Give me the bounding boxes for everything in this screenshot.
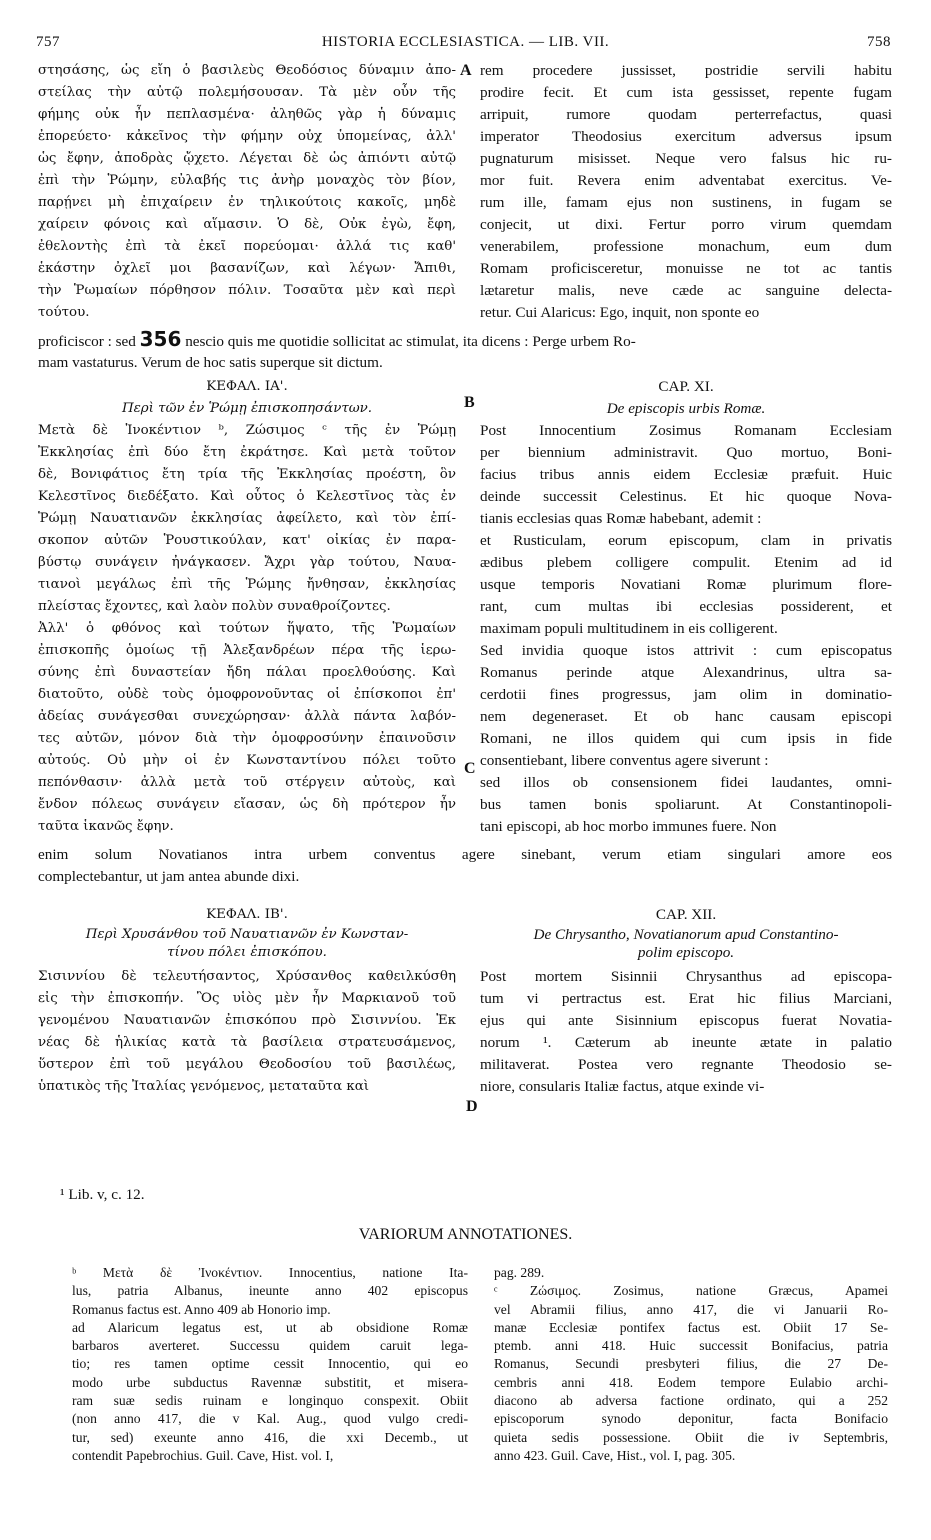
top-latin-column xyxy=(480,60,892,324)
text-line: contendit Papebrochius. Guil. Cave, Hist. vol. I, xyxy=(72,1447,334,1463)
margin-marker-c: C xyxy=(464,760,476,777)
margin-marker-b: B xyxy=(464,394,475,411)
cap11-latin-heading: CAP. XI. xyxy=(658,378,714,395)
text-line: σκοπον αὐτῶν Ῥουστικούλαν, κατ' οἰκίας ἐν παρα- xyxy=(38,533,456,548)
text-line: εἰς τὴν ἐπισκοπήν. Ὃς υἱὸς μὲν ἦν Μαρκιανοῦ τοῦ xyxy=(38,991,456,1006)
annotations-right-column xyxy=(494,1264,888,1465)
cap11-greek-heading: ΚΕΦΑΛ. ΙΑ'. xyxy=(206,379,288,394)
text-line: Post mortem Sisinnii Chrysanthus ad episcopa- xyxy=(480,968,892,985)
text-line: τούτου. xyxy=(38,305,90,320)
text-line: retur. Cui Alaricus: Ego, inquit, non sponte eo xyxy=(480,304,760,321)
text-line: ἐθελοντὴς ἐπὶ τὰ ἐκεῖ πορεύομαι· ἀλλά τις καθ' xyxy=(38,239,456,254)
text-line: βύστῳ συνάγειν ἠνάγκασεν. Ἄχρι γὰρ τούτου, Ναυα- xyxy=(38,555,456,570)
column-number-356: 356 xyxy=(139,327,182,351)
text-line: ram suæ sedis ruinam e longinquo conspexit. Obiit xyxy=(72,1393,468,1409)
text-line: Romani, ne illos quidem qui cum ipsis in fide xyxy=(480,730,892,747)
text-line: Post Innocentium Zosimus Romanam Ecclesiam xyxy=(480,422,892,439)
text-line: Ἐκκλησίας ἐπὶ δύο ἔτη ἐκράτησε. Καὶ μετὰ τοῦτον xyxy=(38,445,456,460)
text-line: ἑκάστην ὀχλεῖ μοι βασανίζων, καὶ λέγων· Ἄπιθι, xyxy=(38,261,456,276)
text-line: ὕστερον ἐπὶ τοῦ μεγάλου Θεοδοσίου τοῦ βασιλέως, xyxy=(38,1057,456,1072)
text-line: tio; res tamen optime cessit Innocentio, qui eo xyxy=(72,1356,468,1372)
text-line: ad Alaricum legatus est, ut ab obsidione Romæ xyxy=(72,1319,468,1335)
text-line: rem procedere jussisset, postridie servili habitu xyxy=(480,62,892,79)
text-line: ᶜ Ζώσιμος. Zosimus, natione Græcus, Apamei xyxy=(494,1283,888,1299)
text-line: ptemb. anni 418. Huic successit Bonifacius, patria xyxy=(494,1338,888,1354)
text-line: ταῦτα ἱκανῶς ἔφην. xyxy=(38,819,174,834)
text-line: et Rusticulam, eorum episcopum, clam in privatis xyxy=(480,532,892,549)
annotations-left-column xyxy=(72,1264,468,1465)
text-line: consentiebant, libere conventus agere siverunt : xyxy=(480,752,769,769)
text-line: στείλας τὴν αὐτῷ πολεμήσουσαν. Τὰ μὲν οὖν τῆς xyxy=(38,85,456,100)
top-fullwidth-line-2: mam vastaturus. Verum de hoc satis superque sit dictum. xyxy=(38,354,383,371)
footnote: ¹ Lib. v, c. 12. xyxy=(60,1186,145,1203)
top-full-text-a: proficiscor : sed xyxy=(38,333,136,350)
text-line: per biennium administravit. Quo mortuo, Boni- xyxy=(480,444,892,461)
text-line: pugnaturum misisset. Neque vero falsus hic ru- xyxy=(480,150,892,167)
cap11-greek-title: Περὶ τῶν ἐν Ῥώμῃ ἐπισκοπησάντων. xyxy=(121,401,373,416)
text-line: facius tribus annis eidem Ecclesiæ præfuit. Huic xyxy=(480,466,892,483)
text-line: στησάσης, ὡς εἴη ὁ βασιλεὺς Θεοδόσιος δύναμιν ἀπο- xyxy=(38,63,456,78)
text-line: tani episcopi, ab hoc morbo immunes fuere. Non xyxy=(480,818,777,835)
text-line: τες αὐτῶν, μόνον διὰ τὴν ὁμοφροσύνην ἐπαινοῦσιν xyxy=(38,731,456,746)
text-line: quieta sedis possessione. Obiit die iv Septembris, xyxy=(494,1429,888,1445)
text-line: ἐπορεύετο· κἀκεῖνος τὴν φήμην οὐχ ὑπομείνας, ἀλλ' xyxy=(38,129,456,144)
text-line: cembris anni 418. Eodem tempore Eulabio archi- xyxy=(494,1374,888,1390)
text-line: Ἀλλ' ὁ φθόνος καὶ τούτων ἥψατο, τῆς Ῥωμαίων xyxy=(38,621,456,636)
text-line: Sed invidia quoque istos attrivit : cum episcopatus xyxy=(480,642,892,659)
cap12-latin-heading: CAP. XII. xyxy=(655,906,717,923)
text-line: maximam populi multitudinem in eis colligerent. xyxy=(480,620,778,637)
cap12-latin-title: De Chrysantho, Novatianorum apud Constantino- polim episcopo. xyxy=(533,926,839,961)
text-line: deinde successit Celestinus. Et hic quoque Nova- xyxy=(480,488,892,505)
text-line: αὐτούς. Οὐ μὴν οἱ ἐν Κωνσταντίνου πόλει τοῦτο xyxy=(38,753,456,768)
annotations-heading: VARIORUM ANNOTATIONES. xyxy=(358,1226,573,1243)
top-full-text-b: nescio quis me quotidie sollicitat ac stimulat, ita dicens : Perge urbem Ro- xyxy=(185,333,636,350)
text-line: pag. 289. xyxy=(494,1265,545,1280)
text-line: militaverat. Postea vero regnante Theodosio se- xyxy=(480,1056,892,1073)
margin-marker-a: A xyxy=(460,62,472,79)
text-line: Romanus perinde atque Alexandrinus, ultra sa- xyxy=(480,664,892,681)
text-line: Romam proficisceretur, monuisse ne tot ac tantis xyxy=(480,260,892,277)
text-line: ædibus plebem colligere compulit. Etenim ad id xyxy=(480,554,892,571)
cap11-latin-column xyxy=(480,420,892,838)
text-line: ἐπὶ τὴν Ῥώμην, εὐλαβής τις ἀνὴρ μοναχὸς τὸν βίον, xyxy=(38,173,456,188)
text-line: ἐπισκοπῆς ὁμοίως τῇ Ἀλεξανδρέων πέρα τῆς ἱερω- xyxy=(38,643,456,658)
text-line: modo urbe subductus Ravennæ substitit, et misera- xyxy=(72,1374,468,1390)
cap12-greek-title: Περὶ Χρυσάνθου τοῦ Ναυατιανῶν ἐν Κωνσταν- τίνου πόλει ἐπισκόπου. xyxy=(85,927,409,960)
text-line: τιανοὶ μεγάλως ἐπὶ τῆς Ῥώμης ἤνθησαν, ἐκκλησίας xyxy=(38,577,456,592)
cap11-greek-column xyxy=(38,420,456,838)
text-line: νέας δὲ ἡλικίας κατὰ τὰ βασίλεια στρατευσάμενος, xyxy=(38,1035,456,1050)
text-line: παρῄνει μὴ ἐπιχαίρειν ἐν τηλικούτοις κακοῖς, μηδὲ xyxy=(38,195,456,210)
text-line: venerabilem, professione monachum, eum dum xyxy=(480,238,892,255)
text-line: πλείστας ἔχοντες, καὶ λαὸν πολὺν συναθροίζοντες. xyxy=(38,599,391,614)
text-line: ejus qui ante Sisinnium episcopus fuerat Novatia- xyxy=(480,1012,892,1029)
text-line: prodire fecit. Et cum ista gessisset, repente fugam xyxy=(480,84,892,101)
text-line: anno 423. Guil. Cave, Hist., vol. I, pag. 305. xyxy=(494,1447,736,1463)
text-line: Σισιννίου δὲ τελευτήσαντος, Χρύσανθος καθειλκύσθη xyxy=(38,969,456,984)
text-line: niore, consularis Italiæ factus, atque exinde vi- xyxy=(480,1078,765,1095)
cap11-latin-title: De episcopis urbis Romæ. xyxy=(606,400,766,417)
text-line: diacono ab adversa factione ordinato, qui a 252 xyxy=(494,1393,888,1409)
left-page-number: 757 xyxy=(36,34,60,50)
text-line: πεπόνθασιν· ἀλλὰ μετὰ τοῦ στέργειν αὐτοὺς, καὶ xyxy=(38,775,456,790)
text-line: Μετὰ δὲ Ἰνοκέντιον ᵇ, Ζώσιμος ᶜ τῆς ἐν Ῥώμῃ xyxy=(38,423,456,438)
text-line: (non anno 417, die v Kal. Aug., quod vulgo credi- xyxy=(72,1411,468,1427)
text-line: Romanus factus est. Anno 409 ab Honorio imp. xyxy=(72,1301,331,1317)
text-line: Romanus, Secundi presbyteri filius, die 27 De- xyxy=(494,1356,888,1372)
text-line: tur, sed) exeunte anno 416, die xxi Decemb., ut xyxy=(72,1429,468,1445)
text-line: ὑπατικὸς τῆς Ἰταλίας γενόμενος, μεταταῦτα καὶ xyxy=(38,1079,370,1094)
margin-marker-d: D xyxy=(466,1098,478,1115)
text-line: ἀδείας συνάγεσθαι συνεχώρησαν· ἀλλὰ πάντα λαβόν- xyxy=(38,709,456,724)
text-line: Κελεστῖνος διεδέξατο. Καὶ οὗτος ὁ Κελεστῖνος τὰς ἐν xyxy=(38,489,456,504)
text-line: φήμης οὐκ ἦν πεπλασμένα· ἀληθῶς γὰρ ἡ δύναμις xyxy=(38,107,456,122)
text-line: διατοῦτο, οὐδὲ τοὺς ὁμοφρονοῦντας οἱ ἐπίσκοποι ἐπ' xyxy=(38,687,456,702)
right-page-number: 758 xyxy=(867,34,891,50)
text-line: bus tamen bonis spoliarunt. At Constantinopoli- xyxy=(480,796,892,813)
text-line: vel Abramii filius, anno 417, die vi Januarii Ro- xyxy=(494,1301,888,1317)
text-line: lætaretur malis, neve cæde ac sanguine delecta- xyxy=(480,282,892,299)
text-line: usque temporis Novatiani Romæ plurimum flore- xyxy=(480,576,892,593)
cap11-fullwidth-lines: enim solum Novatianos intra urbem conventus agere sinebant, verum etiam singulari amore eos complectebantur, ut jam antea abunde dixi. xyxy=(38,846,892,885)
text-line: rant, cum multas ibi ecclesias possiderent, et xyxy=(480,598,892,615)
text-line: χαίρειν φόνοις καὶ αἵμασιν. Ὁ δὲ, Οὐκ ἐγὼ, ἔφη, xyxy=(38,217,456,232)
text-line: tianis ecclesias quas Romæ habebant, ademit : xyxy=(480,510,762,527)
top-fullwidth-line-1 xyxy=(38,326,892,355)
text-line: τὴν Ῥωμαίων πόρθησον πόλιν. Τοσαῦτα μὲν καὶ περὶ xyxy=(38,283,456,298)
text-line: rum ille, famam ejus non sustinens, in fugam se xyxy=(480,194,892,211)
text-line: tum vi pertractus est. Erat hic filius Marciani, xyxy=(480,990,892,1007)
text-line: cerdotii fines progressus, jam olim in dominatio- xyxy=(480,686,892,703)
text-line: Ῥώμῃ Ναυατιανῶν ἐκκλησίας ἀφείλετο, καὶ τὸν ἐπί- xyxy=(38,511,456,526)
text-line: ὡς ἔφην, ἀποδρὰς ᾤχετο. Λέγεται δὲ ὡς ἀπιόντι αὐτῷ xyxy=(38,151,456,166)
text-line: episcoporum synodo deponitur, facta Bonifacio xyxy=(494,1411,888,1427)
text-line: norum ¹. Cæterum ab ineunte ætate in palatio xyxy=(480,1034,892,1051)
text-line: sed illos ob consensionem fidei laudantes, omni- xyxy=(480,774,892,791)
text-line: σύνης ἐπὶ δυναστείαν ἤδη πάλαι προελθούσης. Καὶ xyxy=(38,665,456,680)
text-line: imperator Theodosius exercitum adversus ipsum xyxy=(480,128,892,145)
text-line: ἔνδον πόλεως συνάγειν εἴασαν, ὡς δὴ πρότερον ἦν xyxy=(38,797,456,812)
top-greek-column xyxy=(38,60,456,324)
cap12-greek-heading: ΚΕΦΑΛ. ΙΒ'. xyxy=(206,907,288,922)
text-line: ᵇ Μετὰ δὲ Ἰνοκέντιον. Innocentius, natione Ita- xyxy=(72,1265,468,1280)
text-line: manæ Ecclesiæ pontifex factus est. Obiit 17 Se- xyxy=(494,1319,888,1335)
text-line: nem degeneraset. Et ob hanc causam episcopi xyxy=(480,708,892,725)
text-line: γενομένου Ναυατιανῶν ἐπισκόπου πρὸ Σισιννίου. Ἐκ xyxy=(38,1013,456,1028)
running-title: HISTORIA ECCLESIASTICA. — LIB. VII. xyxy=(321,34,610,50)
text-line: mor fuit. Revera enim adventabat exercitus. Ve- xyxy=(480,172,892,189)
cap12-greek-column xyxy=(38,966,456,1098)
text-line: δὲ, Βονιφάτιος ἔτη τρία τῆς Ἐκκλησίας προέστη, ὃν xyxy=(38,467,456,482)
text-line: arripuit, rumore quodam perterrefactus, quasi xyxy=(480,106,892,123)
cap12-latin-column xyxy=(480,966,892,1098)
text-line: barbaros averteret. Successu quidem caruit lega- xyxy=(72,1338,468,1354)
text-line: lus, patria Albanus, ineunte anno 402 episcopus xyxy=(72,1283,468,1299)
text-line: conjecit, ut dixi. Fertur porro virum quemdam xyxy=(480,216,892,233)
